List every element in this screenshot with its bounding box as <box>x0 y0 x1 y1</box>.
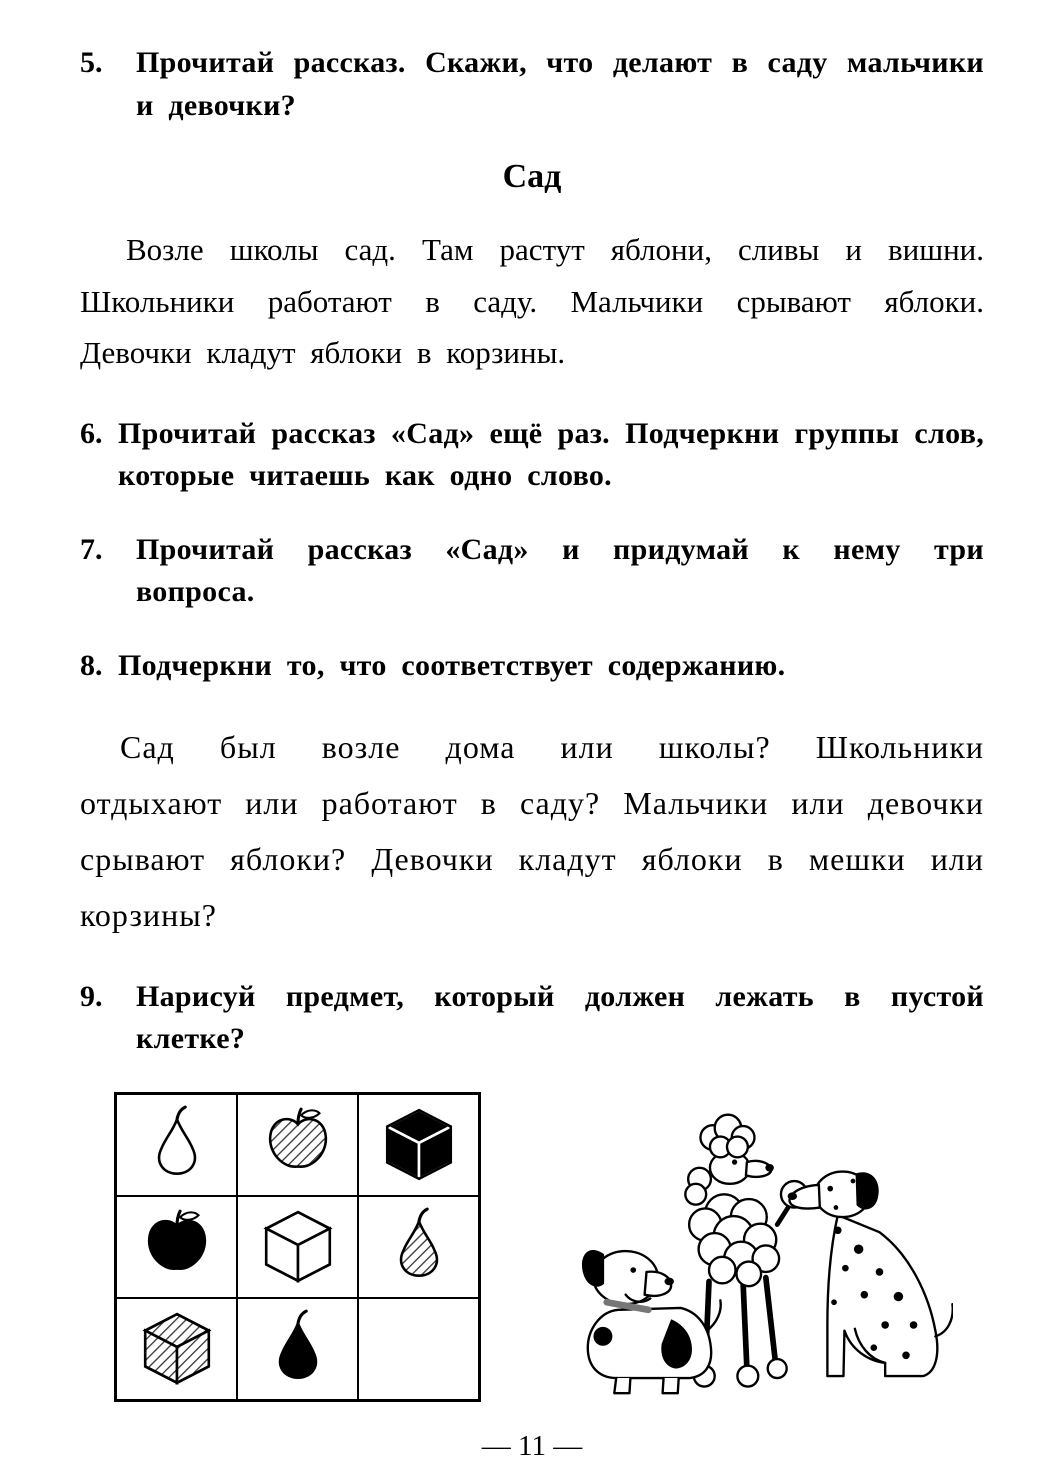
questions-paragraph: Сад был возле дома или школы? Школьники отдыхают или работают в саду? Мальчики или девочки срывают яблоки? Девочки кладут яблоки в мешки или корзины? <box>80 728 984 934</box>
grid-cell-white-cube <box>237 1196 358 1298</box>
cube-icon <box>378 1104 460 1186</box>
grid-cell-white-pear <box>116 1094 237 1196</box>
exercise-7-text: Прочитай рассказ «Сад» и придумай к нему три вопроса. <box>136 532 984 609</box>
exercise-6 <box>80 413 984 498</box>
exercise-5-number: 5. <box>80 46 103 79</box>
story-title: Сад <box>502 158 562 196</box>
pear-icon <box>378 1206 460 1288</box>
exercise-9-text: Нарисуй предмет, который должен лежать в пустой клетке? <box>136 979 984 1056</box>
exercise-8 <box>80 645 984 688</box>
exercise-9 <box>80 976 984 1061</box>
exercise-8-text: Подчеркни то, что соответствует содержанию. <box>118 648 786 682</box>
dalmatian-drawing <box>788 1172 953 1377</box>
grid-cell-hatch-pear <box>358 1196 479 1298</box>
puzzle-and-illustration-row <box>80 1092 984 1414</box>
story-paragraph: Возле школы сад. Там растут яблони, сливы и вишни. Школьники работают в саду. Мальчики срывают яблоки. Девочки кладут яблоки в корзины. <box>80 232 984 371</box>
exercise-7 <box>80 529 984 614</box>
exercise-7-number: 7. <box>80 532 103 566</box>
pear-icon <box>136 1104 218 1186</box>
grid-cell-black-cube <box>358 1094 479 1196</box>
dogs-illustration <box>501 1092 953 1414</box>
exercise-9-number: 9. <box>80 979 103 1013</box>
page-number: — 11 — <box>481 1429 583 1462</box>
grid-cell-hatch-cube <box>116 1298 237 1400</box>
grid-cell-empty <box>358 1298 479 1400</box>
exercise-5 <box>80 42 984 127</box>
exercise-6-number: 6. <box>80 416 103 450</box>
pear-icon <box>257 1308 339 1390</box>
grid-cell-hatch-apple <box>237 1094 358 1196</box>
exercise-5-text: Прочитай рассказ. Скажи, что делают в саду мальчики и девочки? <box>136 46 984 122</box>
cube-icon <box>136 1308 218 1390</box>
grid-cell-black-pear <box>237 1298 358 1400</box>
apple-icon <box>136 1206 218 1288</box>
shape-grid <box>114 1092 481 1402</box>
exercise-8-number: 8. <box>80 648 103 682</box>
cube-icon <box>257 1206 339 1288</box>
exercise-6-text: Прочитай рассказ «Сад» ещё раз. Подчеркни группы слов, которые читаешь как одно слово. <box>118 416 984 493</box>
grid-cell-black-apple <box>116 1196 237 1298</box>
apple-icon <box>257 1104 339 1186</box>
terrier-drawing <box>583 1251 721 1393</box>
